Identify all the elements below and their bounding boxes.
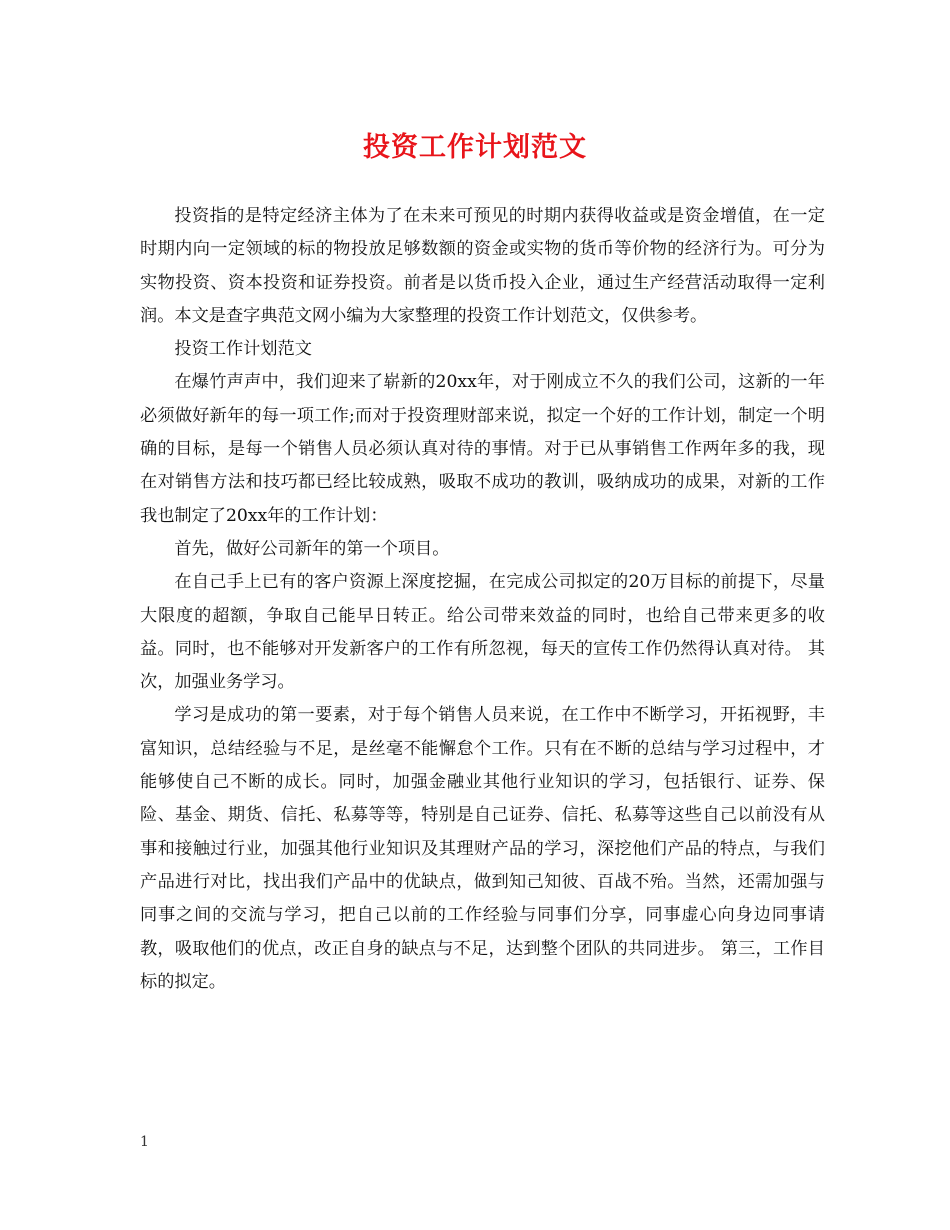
page-number: 1 [140, 1134, 149, 1150]
paragraph-intro: 投资指的是特定经济主体为了在未来可预见的时期内获得收益或是资金增值，在一定时期内向一定领域的标的物投放足够数额的资金或实物的货币等价物的经济行为。可分为实物投资、资本投资和证券投资。前者是以货币投入企业，通过生产经营活动取得一定利润。本文是查字典范文网小编为大家整理的投资工作计划范文，仅供参考。 [140, 206, 825, 326]
paragraph-first-item: 首先，做好公司新年的第一个项目。 [174, 538, 450, 559]
document-body [140, 200, 825, 999]
paragraph-learning: 学习是成功的第一要素，对于每个销售人员来说，在工作中不断学习，开拓视野，丰富知识，总结经验与不足，是丝毫不能懈怠个工作。只有在不断的总结与学习过程中，才能够使自己不断的成长。同时，加强金融业其他行业知识的学习，包括银行、证券、保险、基金、期货、信托、私募等等，特别是自己证券、信托、私募等这些自己以前没有从事和接触过行业，加强其他行业知识及其理财产品的学习，深挖他们产品的特点，与我们产品进行对比，找出我们产品中的优缺点，做到知己知彼、百战不殆。当然，还需加强与同事之间的交流与学习，把自己以前的工作经验与同事们分享，同事虚心向身边同事请教，吸取他们的优点，改正自身的缺点与不足，达到整个团队的共同进步。 第三，工作目标的拟定。 [140, 705, 825, 992]
paragraph-subtitle: 投资工作计划范文 [174, 339, 312, 360]
paragraph-new-year: 在爆竹声声中，我们迎来了崭新的20xx年，对于刚成立不久的我们公司，这新的一年必须做好新年的每一项工作;而对于投资理财部来说，拟定一个好的工作计划，制定一个明确的目标，是每一个销售人员必须认真对待的事情。对于已从事销售工作两年多的我，现在对销售方法和技巧都已经比较成熟，吸取不成功的教训，吸纳成功的成果，对新的工作我也制定了20xx年的工作计划： [140, 372, 825, 526]
paragraph-client-resources: 在自己手上已有的客户资源上深度挖掘，在完成公司拟定的20万目标的前提下，尽量大限度的超额，争取自己能早日转正。给公司带来效益的同时，也给自己带来更多的收益。同时，也不能够对开发新客户的工作有所忽视，每天的宣传工作仍然得认真对待。 其次，加强业务学习。 [140, 572, 825, 693]
document-title: 投资工作计划范文 [363, 132, 587, 163]
